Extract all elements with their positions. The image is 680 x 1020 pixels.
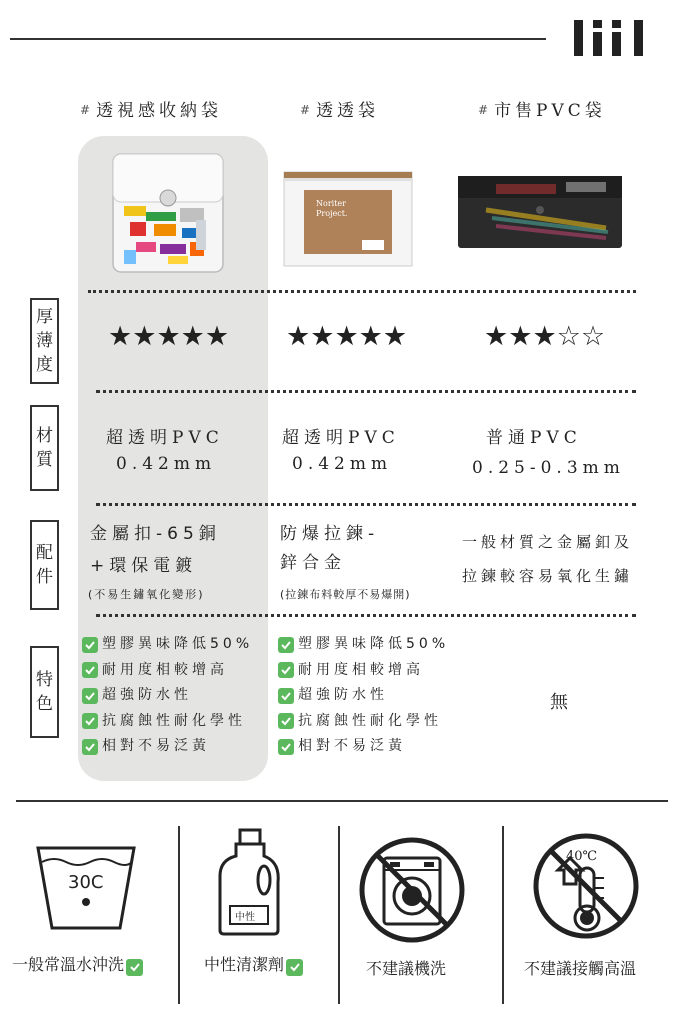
product-image-pvc-bag: [456, 170, 624, 252]
check-icon: [278, 662, 294, 678]
accessory-col3-line2: 拉鍊較容易氧化生鏽: [462, 567, 634, 585]
top-rule: [10, 38, 546, 40]
star-filled-icon: ★: [484, 321, 509, 352]
star-filled-icon: ★: [508, 321, 533, 352]
row-label-thickness: 厚 薄 度: [30, 298, 59, 384]
star-filled-icon: ★: [310, 321, 335, 352]
check-icon: [286, 959, 303, 976]
bottom-rule: [16, 800, 668, 802]
feature-text: 抗腐蝕性耐化學性: [298, 712, 442, 729]
column-header-2: # 透透袋: [300, 101, 380, 121]
check-icon: [278, 739, 294, 755]
material-col2-line2: 0.42mm: [292, 454, 393, 474]
accessory-col2-note: (拉鍊布料較厚不易爆開): [280, 588, 411, 601]
detergent-bottle-icon: [214, 826, 284, 938]
column-header-1: # 透視感收納袋: [80, 101, 223, 121]
star-filled-icon: ★: [204, 321, 230, 352]
check-icon: [82, 739, 98, 755]
accessory-col1-note: (不易生鏽氧化變形): [88, 588, 205, 601]
care-label-no-machine-wash: 不建議機洗: [366, 959, 447, 978]
rating-stars-col1: [108, 322, 229, 352]
svg-text:30C: 30C: [68, 872, 104, 893]
notebook-title-line1: Noriter: [316, 199, 346, 208]
row-separator: [96, 390, 636, 393]
accessory-col2-line1: 防爆拉鍊-: [280, 524, 380, 544]
no-washing-machine-icon: [356, 834, 468, 946]
notebook-title-line2: Project.: [316, 209, 348, 218]
row-separator: [88, 290, 636, 293]
material-col3-line1: 普通PVC: [486, 428, 582, 448]
check-icon: [278, 637, 294, 653]
material-col1-line2: 0.42mm: [116, 454, 217, 474]
row-label-material: 材 質: [30, 405, 59, 491]
rating-stars-col2: [286, 322, 407, 352]
feature-item: [82, 709, 253, 735]
star-filled-icon: ★: [180, 321, 205, 352]
row-separator: [96, 503, 636, 506]
feature-item: [82, 658, 253, 684]
star-filled-icon: ★: [108, 321, 133, 352]
check-icon: [278, 688, 294, 704]
star-filled-icon: ★: [132, 321, 157, 352]
feature-text: 相對不易泛黃: [102, 738, 210, 754]
row-label-accessories: 配 件: [30, 520, 59, 610]
material-col2-line1: 超透明PVC: [282, 428, 400, 448]
star-filled-icon: ★: [382, 321, 408, 352]
care-label-no-high-temp: 不建議接觸高溫: [524, 959, 637, 978]
feature-text: 超強防水性: [298, 687, 388, 703]
features-list-col2: [278, 632, 449, 760]
feature-item: [278, 658, 449, 684]
features-col3-none: 無: [550, 692, 568, 713]
star-filled-icon: ★: [334, 321, 359, 352]
features-list-col1: [82, 632, 253, 760]
feature-text: 抗腐蝕性耐化學性: [102, 712, 246, 729]
svg-text:中性: 中性: [235, 912, 255, 923]
star-filled-icon: ★: [286, 321, 311, 352]
row-separator: [96, 614, 636, 617]
check-icon: [278, 713, 294, 729]
star-filled-icon: ★: [156, 321, 181, 352]
brand-logo: [572, 16, 648, 58]
feature-item: [82, 683, 253, 709]
check-icon: [126, 959, 143, 976]
check-icon: [82, 662, 98, 678]
care-divider: [338, 826, 340, 1004]
rating-stars-col3: [484, 322, 605, 352]
feature-text: 耐用度相較增高: [102, 661, 228, 678]
star-filled-icon: ★: [532, 321, 557, 352]
star-empty-icon: ☆: [556, 321, 581, 352]
feature-text: 相對不易泛黃: [298, 738, 406, 754]
feature-item: [82, 632, 253, 658]
product-image-clear-pouch: [110, 150, 226, 276]
svg-text:40℃: 40℃: [566, 849, 598, 864]
star-empty-icon: ☆: [580, 321, 606, 352]
feature-item: [82, 734, 253, 760]
feature-item: [278, 632, 449, 658]
star-filled-icon: ★: [358, 321, 383, 352]
check-icon: [82, 713, 98, 729]
feature-item: [278, 709, 449, 735]
wash-30c-icon: [34, 840, 138, 932]
care-divider: [502, 826, 504, 1004]
no-high-temp-icon: [530, 830, 642, 942]
check-icon: [82, 688, 98, 704]
feature-text: 塑膠異味降低50%: [102, 636, 254, 652]
product-image-zip-pouch: [280, 168, 416, 270]
material-col3-line2: 0.25-0.3mm: [472, 458, 625, 478]
check-icon: [82, 637, 98, 653]
accessory-col3-line1: 一般材質之金屬釦及: [462, 533, 634, 551]
care-divider: [178, 826, 180, 1004]
material-col1-line1: 超透明PVC: [106, 428, 224, 448]
feature-text: 耐用度相較增高: [298, 661, 424, 678]
care-label-warm-water: 一般常溫水沖洗: [12, 952, 143, 976]
care-label-neutral-detergent: 中性清潔劑: [204, 952, 303, 976]
feature-text: 超強防水性: [102, 687, 192, 703]
row-label-features: 特 色: [30, 646, 59, 738]
accessory-col2-line2: 鋅合金: [280, 553, 346, 573]
feature-item: [278, 683, 449, 709]
column-header-3: # 市售PVC袋: [478, 101, 606, 121]
accessory-col1-line1: 金屬扣-65銅: [90, 524, 221, 544]
accessory-col1-line2: +環保電鍍: [90, 556, 198, 576]
feature-text: 塑膠異味降低50%: [298, 636, 450, 652]
feature-item: [278, 734, 449, 760]
